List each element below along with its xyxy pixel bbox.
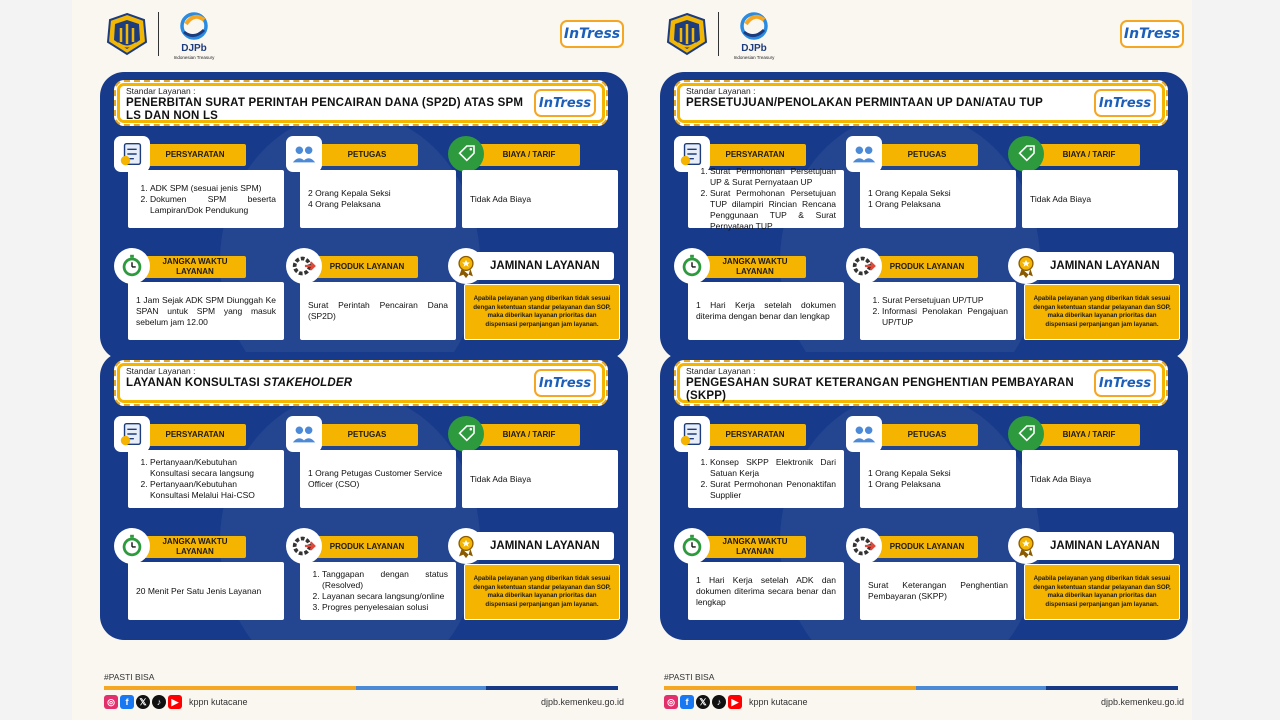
list-item: Surat Perintah Pencairan Dana (SP2D): [308, 300, 448, 321]
petugas-tag: PETUGAS: [876, 144, 978, 166]
list-item: 1 Orang Kepala Seksi: [868, 188, 951, 198]
list-item: 1. Pertanyaan/Kebutuhan Konsultasi secara langsung: [150, 457, 276, 479]
persyaratan-list: [696, 166, 836, 232]
award-badge-icon: [448, 528, 484, 564]
petugas-content: [860, 170, 1016, 228]
list-item: 1 Orang Kepala Seksi: [868, 468, 951, 478]
intress-logo: InTress: [1094, 89, 1156, 117]
petugas-lines: [868, 468, 951, 490]
petugas-content: [300, 170, 456, 228]
jaminan-content: Apabila pelayanan yang diberikan tidak sesuai dengan ketentuan standar pelayanan dan SOP, maka diberikan layanan prioritas dan dispensasi perpanjangan jam layanan.: [464, 564, 620, 620]
price-tag-icon: [1008, 136, 1044, 172]
stopwatch-icon: [114, 248, 150, 284]
service-banner: [114, 80, 608, 126]
header-divider: [718, 12, 719, 56]
list-item: 4 Orang Pelaksana: [308, 199, 381, 209]
kemenkeu-emblem-icon: [664, 12, 710, 56]
persyaratan-content: [688, 450, 844, 508]
youtube-icon[interactable]: ▶: [728, 695, 742, 709]
petugas-lines: [308, 468, 448, 490]
intress-logo: InTress: [1120, 20, 1184, 48]
djpb-wordmark: DJPb: [741, 43, 767, 54]
service-title: [126, 97, 526, 123]
persyaratan-tag: PERSYARATAN: [144, 144, 246, 166]
list-item: 1. ADK SPM (sesuai jenis SPM): [150, 183, 276, 194]
list-item: 3. Progres penyelesaian solusi: [322, 602, 448, 613]
intress-logo: InTress: [560, 20, 624, 48]
footer-bar-orange: [104, 686, 356, 690]
service-title: [686, 377, 1086, 403]
instagram-icon[interactable]: ◎: [104, 695, 118, 709]
persyaratan-tag: PERSYARATAN: [704, 144, 806, 166]
service-banner: [674, 80, 1168, 126]
list-item: 1 Orang Pelaksana: [868, 199, 941, 209]
gear-output-icon: [846, 248, 882, 284]
persyaratan-content: [128, 170, 284, 228]
price-tag-icon: [448, 136, 484, 172]
intress-logo: InTress: [534, 369, 596, 397]
produk-lines: [308, 569, 448, 613]
produk-lines: [868, 295, 1008, 328]
persyaratan-content: [128, 450, 284, 508]
petugas-tag: PETUGAS: [316, 144, 418, 166]
list-item: 2. Surat Permohonan Penonaktifan Supplier: [710, 479, 836, 501]
hashtag: #PASTI BISA: [664, 672, 715, 682]
x-twitter-icon[interactable]: 𝕏: [696, 695, 710, 709]
kemenkeu-emblem-icon: [104, 12, 150, 56]
header-divider: [158, 12, 159, 56]
persyaratan-list: [696, 457, 836, 501]
checklist-icon: [114, 416, 150, 452]
poster-header: [664, 10, 1184, 62]
petugas-tag: PETUGAS: [316, 424, 418, 446]
intress-logo: InTress: [1094, 369, 1156, 397]
produk-content: [860, 282, 1016, 340]
social-links: [104, 695, 248, 709]
jangka-content: 20 Menit Per Satu Jenis Layanan: [128, 562, 284, 620]
standar-layanan-label: Standar Layanan :: [126, 366, 196, 376]
service-banner: [674, 360, 1168, 406]
produk-tag: PRODUK LAYANAN: [876, 256, 978, 278]
service-title-text: LAYANAN KONSULTASI: [126, 377, 264, 389]
officers-icon: [846, 136, 882, 172]
petugas-lines: [308, 188, 391, 210]
jaminan-tag: JAMINAN LAYANAN: [466, 252, 614, 280]
poster-2: [632, 0, 1192, 720]
petugas-lines: [868, 188, 951, 210]
persyaratan-tag: PERSYARATAN: [144, 424, 246, 446]
poster-1: [72, 0, 632, 720]
biaya-content: Tidak Ada Biaya: [1022, 170, 1178, 228]
footer-bar-navy: [1046, 686, 1178, 690]
list-item: 1 Orang Pelaksana: [868, 479, 941, 489]
service-title-text: PERSETUJUAN/PENOLAKAN PERMINTAAN UP DAN/ATAU TUP: [686, 97, 1043, 109]
checklist-icon: [674, 416, 710, 452]
list-item: Surat Keterangan Penghentian Pembayaran (SKPP): [868, 580, 1008, 601]
produk-lines: [308, 569, 448, 613]
petugas-content: [300, 450, 456, 508]
standar-layanan-label: Standar Layanan :: [686, 366, 756, 376]
gear-output-icon: [286, 248, 322, 284]
jangka-tag: JANGKA WAKTU LAYANAN: [144, 536, 246, 558]
intress-logo: InTress: [534, 89, 596, 117]
tiktok-icon[interactable]: ♪: [712, 695, 726, 709]
jaminan-tag: JAMINAN LAYANAN: [1026, 252, 1174, 280]
jangka-tag: JANGKA WAKTU LAYANAN: [704, 536, 806, 558]
jangka-tag: JANGKA WAKTU LAYANAN: [144, 256, 246, 278]
service-title-emphasis: STAKEHOLDER: [263, 377, 353, 389]
produk-content: [860, 562, 1016, 620]
list-item: 1. Tanggapan dengan status (Resolved): [322, 569, 448, 591]
petugas-content: [860, 450, 1016, 508]
tiktok-icon[interactable]: ♪: [152, 695, 166, 709]
list-item: 2 Orang Kepala Seksi: [308, 188, 391, 198]
gear-output-icon: [286, 528, 322, 564]
award-badge-icon: [1008, 248, 1044, 284]
jaminan-tag: JAMINAN LAYANAN: [466, 532, 614, 560]
service-banner: [114, 360, 608, 406]
list-item: 2. Surat Permohonan Persetujuan TUP dilampiri Rincian Rencana Penggunaan TUP & Surat Pernyataan TUP: [710, 188, 836, 232]
jangka-content: 1 Jam Sejak ADK SPM Diunggah Ke SPAN untuk SPM yang masuk sebelum jam 12.00: [128, 282, 284, 340]
biaya-content: Tidak Ada Biaya: [462, 450, 618, 508]
service-card-2: [660, 352, 1188, 640]
jaminan-tag: JAMINAN LAYANAN: [1026, 532, 1174, 560]
service-title: [126, 377, 526, 390]
list-item: 2. Dokumen SPM beserta Lampiran/Dok Pendukung: [150, 194, 276, 216]
stopwatch-icon: [674, 248, 710, 284]
djpb-tagline: Indonesian Treasury: [173, 55, 215, 60]
petugas-tag: PETUGAS: [876, 424, 978, 446]
footer-bar-navy: [486, 686, 618, 690]
checklist-icon: [114, 136, 150, 172]
list-item: 2. Layanan secara langsung/online: [322, 591, 448, 602]
website-url[interactable]: djpb.kemenkeu.go.id: [540, 697, 624, 707]
officers-icon: [286, 416, 322, 452]
produk-lines: [868, 580, 1008, 602]
instagram-icon[interactable]: ◎: [664, 695, 678, 709]
footer-bar-lightblue: [916, 686, 1046, 690]
persyaratan-content: [688, 166, 844, 231]
gear-output-icon: [846, 528, 882, 564]
list-item: 1. Surat Persetujuan UP/TUP: [882, 295, 1008, 306]
biaya-tag: BIAYA / TARIF: [1038, 144, 1140, 166]
biaya-content: Tidak Ada Biaya: [462, 170, 618, 228]
jaminan-content: Apabila pelayanan yang diberikan tidak sesuai dengan ketentuan standar pelayanan dan SOP, maka diberikan layanan prioritas dan dispensasi perpanjangan jam layanan.: [1024, 284, 1180, 340]
list-item: 2. Informasi Penolakan Pengajuan UP/TUP: [882, 306, 1008, 328]
djpb-wordmark: DJPb: [181, 43, 207, 54]
standar-layanan-label: Standar Layanan :: [126, 86, 196, 96]
persyaratan-list: [136, 457, 276, 501]
jangka-content: 1 Hari Kerja setelah dokumen diterima dengan benar dan lengkap: [688, 282, 844, 340]
produk-tag: PRODUK LAYANAN: [876, 536, 978, 558]
biaya-content: Tidak Ada Biaya: [1022, 450, 1178, 508]
award-badge-icon: [1008, 528, 1044, 564]
x-twitter-icon[interactable]: 𝕏: [136, 695, 150, 709]
service-title-text: PENGESAHAN SURAT KETERANGAN PENGHENTIAN PEMBAYARAN (SKPP): [686, 377, 1074, 402]
service-card-1: [660, 72, 1188, 360]
produk-tag: PRODUK LAYANAN: [316, 256, 418, 278]
stopwatch-icon: [674, 528, 710, 564]
price-tag-icon: [1008, 416, 1044, 452]
social-account-name: kppn kutacane: [749, 697, 808, 707]
service-title: [686, 97, 1086, 110]
officers-icon: [286, 136, 322, 172]
jangka-tag: JANGKA WAKTU LAYANAN: [704, 256, 806, 278]
social-links: [664, 695, 808, 709]
service-title-text: PENERBITAN SURAT PERINTAH PENCAIRAN DANA (SP2D) ATAS SPM LS DAN NON LS: [126, 97, 524, 122]
jaminan-content: Apabila pelayanan yang diberikan tidak sesuai dengan ketentuan standar pelayanan dan SOP, maka diberikan layanan prioritas dan dispensasi perpanjangan jam layanan.: [464, 284, 620, 340]
persyaratan-list: [136, 183, 276, 216]
officers-icon: [846, 416, 882, 452]
standar-layanan-label: Standar Layanan :: [686, 86, 756, 96]
produk-content: [300, 562, 456, 620]
jaminan-content: Apabila pelayanan yang diberikan tidak sesuai dengan ketentuan standar pelayanan dan SOP, maka diberikan layanan prioritas dan dispensasi perpanjangan jam layanan.: [1024, 564, 1180, 620]
website-url[interactable]: djpb.kemenkeu.go.id: [1100, 697, 1184, 707]
stopwatch-icon: [114, 528, 150, 564]
djpb-tagline: Indonesian Treasury: [733, 55, 775, 60]
service-card-1: [100, 72, 628, 360]
youtube-icon[interactable]: ▶: [168, 695, 182, 709]
produk-lines: [868, 295, 1008, 328]
list-item: 2. Pertanyaan/Kebutuhan Konsultasi Melalui Hai-CSO: [150, 479, 276, 501]
list-item: 1. Konsep SKPP Elektronik Dari Satuan Kerja: [710, 457, 836, 479]
service-card-2: [100, 352, 628, 640]
price-tag-icon: [448, 416, 484, 452]
biaya-tag: BIAYA / TARIF: [478, 144, 580, 166]
poster-header: [104, 10, 624, 62]
persyaratan-tag: PERSYARATAN: [704, 424, 806, 446]
biaya-tag: BIAYA / TARIF: [478, 424, 580, 446]
footer-bar-lightblue: [356, 686, 486, 690]
produk-content: [300, 282, 456, 340]
footer-bar-orange: [664, 686, 916, 690]
award-badge-icon: [448, 248, 484, 284]
produk-lines: [308, 300, 448, 322]
facebook-icon[interactable]: f: [680, 695, 694, 709]
produk-tag: PRODUK LAYANAN: [316, 536, 418, 558]
hashtag: #PASTI BISA: [104, 672, 155, 682]
jangka-content: 1 Hari Kerja setelah ADK dan dokumen diterima secara benar dan lengkap: [688, 562, 844, 620]
list-item: 1 Orang Petugas Customer Service Officer (CSO): [308, 468, 443, 489]
facebook-icon[interactable]: f: [120, 695, 134, 709]
list-item: 1. Surat Permohonan Persetujuan UP & Surat Pernyataan UP: [710, 166, 836, 188]
biaya-tag: BIAYA / TARIF: [1038, 424, 1140, 446]
social-account-name: kppn kutacane: [189, 697, 248, 707]
